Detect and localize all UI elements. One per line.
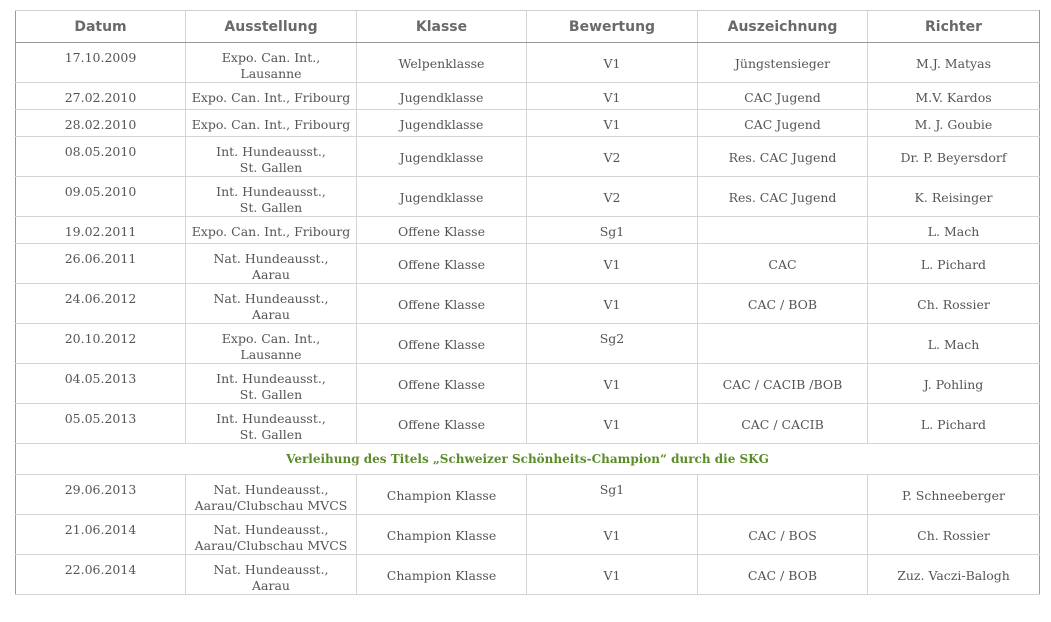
cell-datum: 29.06.2013 bbox=[16, 475, 186, 515]
cell-richter: J. Pohling bbox=[868, 364, 1040, 404]
cell-ausstellung bbox=[186, 475, 357, 515]
cell-auszeichnung: Res. CAC Jugend bbox=[698, 177, 868, 217]
cell-ausstellung bbox=[186, 177, 357, 217]
cell-klasse: Offene Klasse bbox=[357, 217, 527, 244]
cell-auszeichnung: CAC / CACIB bbox=[698, 404, 868, 444]
table-row bbox=[16, 217, 1040, 244]
cell-datum: 26.06.2011 bbox=[16, 244, 186, 284]
cell-ausstellung-line: Nat. Hundeausst., bbox=[213, 251, 329, 266]
cell-ausstellung bbox=[186, 43, 357, 83]
cell-richter: Ch. Rossier bbox=[868, 515, 1040, 555]
cell-ausstellung bbox=[186, 555, 357, 595]
table-header-row bbox=[16, 11, 1040, 43]
cell-klasse: Offene Klasse bbox=[357, 324, 527, 364]
header-klasse: Klasse bbox=[357, 11, 527, 43]
cell-ausstellung-line: Nat. Hundeausst., bbox=[213, 562, 329, 577]
cell-ausstellung bbox=[186, 217, 357, 244]
cell-datum: 17.10.2009 bbox=[16, 43, 186, 83]
cell-ausstellung-line: Aarau/Clubschau MVCS bbox=[194, 498, 348, 513]
cell-klasse: Jugendklasse bbox=[357, 110, 527, 137]
cell-auszeichnung bbox=[698, 324, 868, 364]
table-row bbox=[16, 110, 1040, 137]
cell-ausstellung bbox=[186, 137, 357, 177]
cell-datum: 04.05.2013 bbox=[16, 364, 186, 404]
cell-ausstellung bbox=[186, 364, 357, 404]
cell-auszeichnung: Jüngstensieger bbox=[698, 43, 868, 83]
cell-auszeichnung: CAC Jugend bbox=[698, 83, 868, 110]
cell-auszeichnung: CAC / BOS bbox=[698, 515, 868, 555]
cell-klasse: Jugendklasse bbox=[357, 177, 527, 217]
cell-ausstellung-line: St. Gallen bbox=[239, 200, 303, 215]
cell-richter: L. Mach bbox=[868, 217, 1040, 244]
cell-datum: 27.02.2010 bbox=[16, 83, 186, 110]
table-row bbox=[16, 137, 1040, 177]
cell-ausstellung-line: Aarau bbox=[252, 267, 290, 282]
cell-ausstellung-line: Aarau bbox=[252, 307, 290, 322]
cell-klasse: Champion Klasse bbox=[357, 515, 527, 555]
cell-bewertung: V1 bbox=[527, 404, 698, 444]
cell-datum: 09.05.2010 bbox=[16, 177, 186, 217]
cell-datum: 22.06.2014 bbox=[16, 555, 186, 595]
table-row bbox=[16, 404, 1040, 444]
cell-ausstellung-line: St. Gallen bbox=[239, 160, 303, 175]
header-datum: Datum bbox=[16, 11, 186, 43]
cell-klasse: Jugendklasse bbox=[357, 137, 527, 177]
cell-bewertung: V1 bbox=[527, 83, 698, 110]
cell-ausstellung-line: Int. Hundeausst., bbox=[216, 371, 326, 386]
table-row bbox=[16, 177, 1040, 217]
table-row bbox=[16, 515, 1040, 555]
cell-ausstellung-line: Aarau bbox=[252, 578, 290, 593]
header-ausstellung: Ausstellung bbox=[186, 11, 357, 43]
cell-ausstellung-line: Nat. Hundeausst., bbox=[213, 522, 329, 537]
cell-ausstellung bbox=[186, 404, 357, 444]
cell-bewertung: V1 bbox=[527, 284, 698, 324]
cell-richter: Ch. Rossier bbox=[868, 284, 1040, 324]
cell-ausstellung bbox=[186, 324, 357, 364]
cell-richter: M.J. Matyas bbox=[868, 43, 1040, 83]
cell-ausstellung-line: Int. Hundeausst., bbox=[216, 184, 326, 199]
cell-bewertung: V1 bbox=[527, 110, 698, 137]
cell-datum: 28.02.2010 bbox=[16, 110, 186, 137]
cell-auszeichnung: CAC / CACIB /BOB bbox=[698, 364, 868, 404]
cell-bewertung: Sg1 bbox=[527, 475, 698, 515]
cell-auszeichnung: CAC / BOB bbox=[698, 284, 868, 324]
cell-ausstellung-line: Expo. Can. Int., Lausanne bbox=[221, 50, 321, 81]
cell-klasse: Offene Klasse bbox=[357, 284, 527, 324]
table-body bbox=[16, 43, 1040, 595]
cell-richter: Zuz. Vaczi-Balogh bbox=[868, 555, 1040, 595]
cell-bewertung: Sg1 bbox=[527, 217, 698, 244]
cell-ausstellung bbox=[186, 110, 357, 137]
table-row bbox=[16, 475, 1040, 515]
cell-datum: 24.06.2012 bbox=[16, 284, 186, 324]
cell-ausstellung-line: St. Gallen bbox=[239, 387, 303, 402]
cell-klasse: Champion Klasse bbox=[357, 475, 527, 515]
cell-richter: M.V. Kardos bbox=[868, 83, 1040, 110]
table-row bbox=[16, 83, 1040, 110]
cell-ausstellung-line: Aarau/Clubschau MVCS bbox=[194, 538, 348, 553]
cell-auszeichnung bbox=[698, 475, 868, 515]
cell-bewertung: V2 bbox=[527, 177, 698, 217]
cell-ausstellung-line: St. Gallen bbox=[239, 427, 303, 442]
cell-bewertung: V1 bbox=[527, 244, 698, 284]
cell-bewertung: Sg2 bbox=[527, 324, 698, 364]
cell-auszeichnung bbox=[698, 217, 868, 244]
cell-auszeichnung: CAC / BOB bbox=[698, 555, 868, 595]
cell-richter: P. Schneeberger bbox=[868, 475, 1040, 515]
cell-richter: L. Pichard bbox=[868, 404, 1040, 444]
cell-ausstellung-line: Nat. Hundeausst., bbox=[213, 291, 329, 306]
cell-auszeichnung: CAC Jugend bbox=[698, 110, 868, 137]
title-award-note: Verleihung des Titels „Schweizer Schönheits-Champion“ durch die SKG bbox=[16, 444, 1040, 475]
header-richter: Richter bbox=[868, 11, 1040, 43]
cell-bewertung: V1 bbox=[527, 43, 698, 83]
cell-klasse: Offene Klasse bbox=[357, 244, 527, 284]
cell-ausstellung-line: Expo. Can. Int., Lausanne bbox=[221, 331, 321, 362]
cell-klasse: Champion Klasse bbox=[357, 555, 527, 595]
cell-auszeichnung: CAC bbox=[698, 244, 868, 284]
cell-datum: 20.10.2012 bbox=[16, 324, 186, 364]
header-auszeichnung: Auszeichnung bbox=[698, 11, 868, 43]
cell-ausstellung-line: Nat. Hundeausst., bbox=[213, 482, 329, 497]
table-row bbox=[16, 555, 1040, 595]
cell-klasse: Offene Klasse bbox=[357, 404, 527, 444]
cell-ausstellung bbox=[186, 284, 357, 324]
cell-ausstellung-line: Expo. Can. Int., Fribourg bbox=[191, 224, 351, 239]
cell-richter: L. Pichard bbox=[868, 244, 1040, 284]
cell-bewertung: V2 bbox=[527, 137, 698, 177]
cell-richter: K. Reisinger bbox=[868, 177, 1040, 217]
cell-auszeichnung: Res. CAC Jugend bbox=[698, 137, 868, 177]
cell-klasse: Offene Klasse bbox=[357, 364, 527, 404]
show-results-table bbox=[15, 10, 1040, 595]
cell-bewertung: V1 bbox=[527, 364, 698, 404]
table-row bbox=[16, 244, 1040, 284]
cell-ausstellung-line: Expo. Can. Int., Fribourg bbox=[191, 90, 351, 105]
table-row bbox=[16, 284, 1040, 324]
cell-bewertung: V1 bbox=[527, 555, 698, 595]
cell-richter: M. J. Goubie bbox=[868, 110, 1040, 137]
cell-richter: Dr. P. Beyersdorf bbox=[868, 137, 1040, 177]
cell-klasse: Jugendklasse bbox=[357, 83, 527, 110]
cell-datum: 19.02.2011 bbox=[16, 217, 186, 244]
cell-ausstellung-line: Int. Hundeausst., bbox=[216, 411, 326, 426]
header-bewertung: Bewertung bbox=[527, 11, 698, 43]
cell-datum: 08.05.2010 bbox=[16, 137, 186, 177]
table-row bbox=[16, 43, 1040, 83]
cell-klasse: Welpenklasse bbox=[357, 43, 527, 83]
cell-ausstellung-line: Expo. Can. Int., Fribourg bbox=[191, 117, 351, 132]
table-row bbox=[16, 364, 1040, 404]
title-award-separator-row bbox=[16, 444, 1040, 475]
cell-ausstellung bbox=[186, 244, 357, 284]
cell-datum: 21.06.2014 bbox=[16, 515, 186, 555]
cell-bewertung: V1 bbox=[527, 515, 698, 555]
cell-richter: L. Mach bbox=[868, 324, 1040, 364]
cell-datum: 05.05.2013 bbox=[16, 404, 186, 444]
cell-ausstellung bbox=[186, 83, 357, 110]
results-table-container bbox=[15, 10, 1039, 595]
table-row bbox=[16, 324, 1040, 364]
cell-ausstellung bbox=[186, 515, 357, 555]
cell-ausstellung-line: Int. Hundeausst., bbox=[216, 144, 326, 159]
